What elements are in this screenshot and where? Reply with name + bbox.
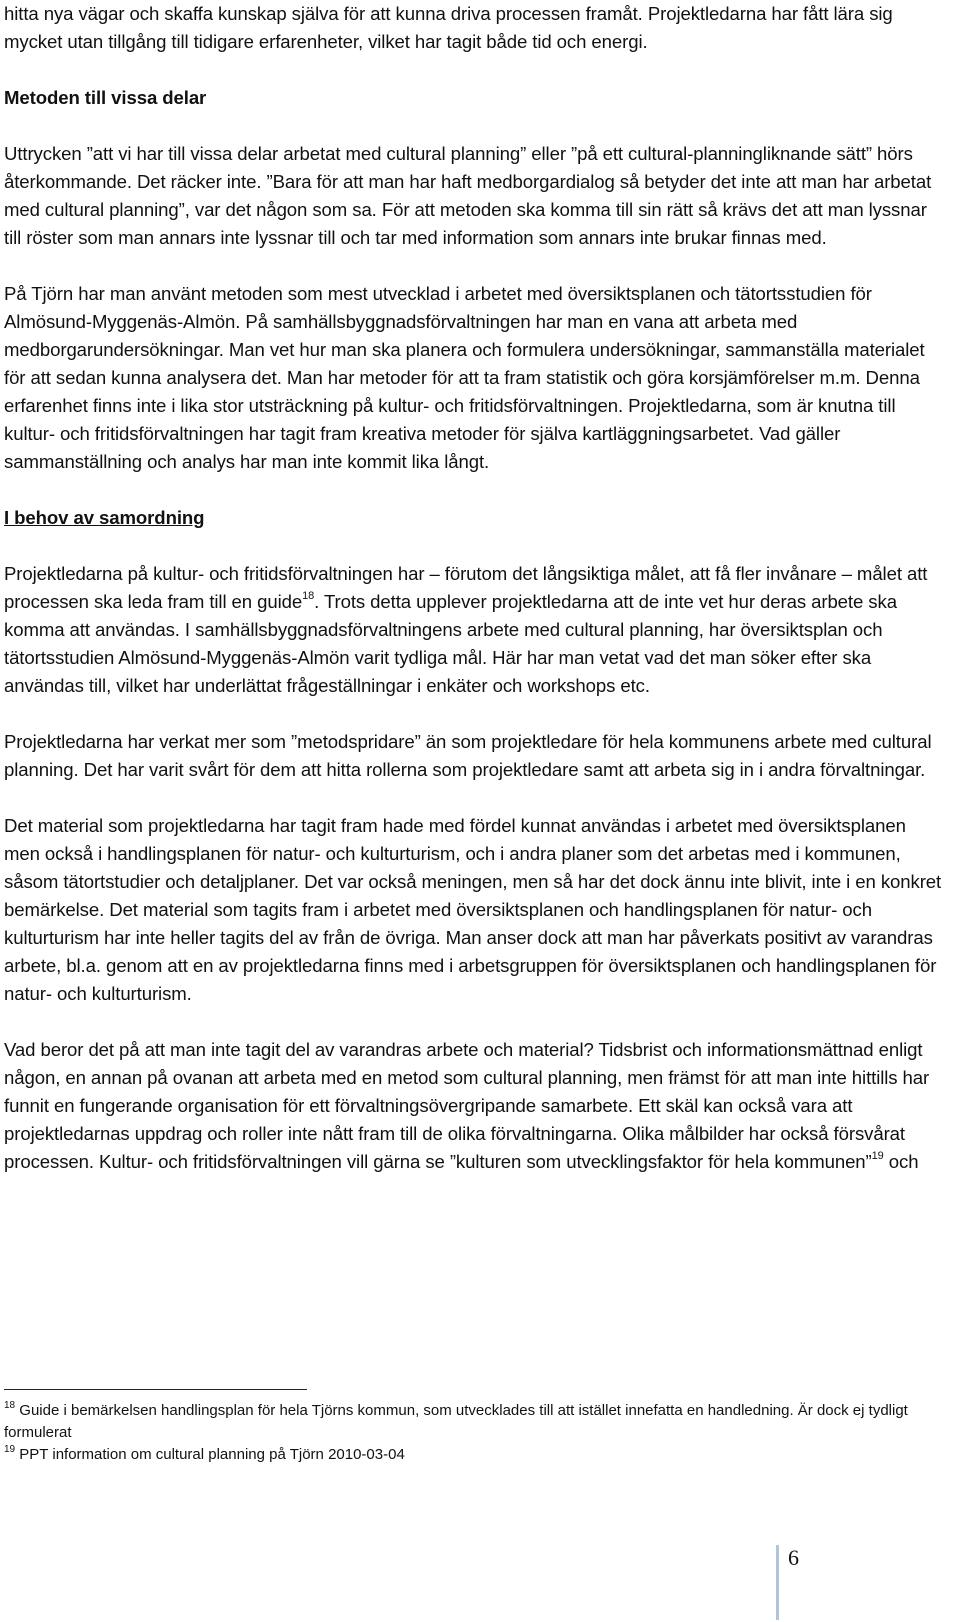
- paragraph-expressions: Uttrycken ”att vi har till vissa delar arbetat med cultural planning” eller ”på ett cultural-planningliknande sätt” hörs återkommande. Det räcker inte. ”Bara för att man har haft medborgardialog så betyder det inte att man har arbetat med cultural planning”, var det någon som sa. För att metoden ska komma till sin rätt så krävs det att man lyssnar till röster som man annars inte lyssnar till och tar med information som annars inte brukar finnas med.: [4, 143, 932, 248]
- footnote-reference-18[interactable]: 18: [302, 589, 315, 602]
- paragraph-intro: hitta nya vägar och skaffa kunskap själva för att kunna driva processen framåt. Projektledarna har fått lära sig mycket utan tillgång till tidigare erfarenheter, vilket har tagit både tid och energi.: [4, 3, 893, 52]
- paragraph-material: Det material som projektledarna har tagit fram hade med fördel kunnat användas i arbetet med översiktsplanen men också i handlingsplanen för natur- och kulturturism, och i andra planer som det arbetas med i kommunen, såsom tätortstudier och detaljplaner. Det var också meningen, men så har det dock ännu inte blivit, inte i en konkret bemärkelse. Det material som tagits fram i arbetet med översiktsplanen och handlingsplanen för natur- och kulturturism har inte heller tagits del av från de övriga. Man anser dock att man har påverkats positivt av varandras arbete, bl.a. genom att en av projektledarna finns med i arbetsgruppen för översiktsplanen och handlingsplanen för natur- och kulturturism.: [4, 815, 942, 1004]
- footnote-18: [4, 1400, 944, 1444]
- paragraph-method-spreaders: Projektledarna har verkat mer som ”metodspridare” än som projektledare för hela kommunens arbete med cultural planning. Det har varit svårt för dem att hitta rollerna som projektledare samt att arbeta sig in i andra förvaltningar.: [4, 731, 932, 780]
- footnote-19: [4, 1444, 944, 1466]
- paragraph-text: . Trots detta upplever projektledarna att de inte vet hur deras arbete ska komma att användas. I samhällsbyggnadsförvaltningens arbete med cultural planning, har översiktsplan och tätortsstudien Almösund-Myggenäs-Almön varit tydliga mål. Här har man vetat vad det man söker efter ska användas till, vilket har underlättat frågeställningar i enkäter och workshops etc.: [4, 591, 897, 696]
- paragraph-why: [4, 1036, 944, 1176]
- footnote-reference-19[interactable]: 19: [871, 1149, 884, 1162]
- document-body: [4, 0, 944, 1176]
- footnote-text: PPT information om cultural planning på Tjörn 2010-03-04: [15, 1446, 405, 1463]
- paragraph-tjorn-method: På Tjörn har man använt metoden som mest utvecklad i arbetet med översiktsplanen och tätortsstudien för Almösund-Myggenäs-Almön. På samhällsbyggnadsförvaltningen har man en vana att arbeta med medborgarundersökningar. Man vet hur man ska planera och formulera undersökningar, sammanställa materialet för att sedan kunna analysera det. Man har metoder för att ta fram statistik och göra korsjämförelser m.m. Denna erfarenhet finns inte i lika stor utsträckning på kultur- och fritidsförvaltningen. Projektledarna, som är knutna till kultur- och fritidsförvaltningen har tagit fram kreativa metoder för själva kartläggningsarbetet. Vad gäller sammanställning och analys har man inte kommit lika långt.: [4, 283, 925, 472]
- paragraph-project-leaders-goal: [4, 560, 944, 700]
- page-number-bar: [776, 1545, 779, 1620]
- footnotes: [4, 1400, 944, 1466]
- section-heading-coordination: I behov av samordning: [4, 507, 205, 528]
- section-heading-method: Metoden till vissa delar: [4, 87, 207, 108]
- page-number-block: [776, 1545, 836, 1620]
- page-number: 6: [788, 1545, 799, 1570]
- paragraph-text: Vad beror det på att man inte tagit del av varandras arbete och material? Tidsbrist och informationsmättnad enligt någon, en annan på ovanan att arbeta med en metod som cultural planning, men främst för att man inte hittills har funnit en fungerande organisation för ett förvaltningsövergripande samarbete. Ett skäl kan också vara att projektledarnas uppdrag och roller inte nått fram till de olika förvaltningarna. Olika målbilder har också försvårat processen. Kultur- och fritidsförvaltningen vill gärna se ”kulturen som utvecklingsfaktor för hela kommunen”: [4, 1039, 930, 1172]
- footnote-text: Guide i bemärkelsen handlingsplan för hela Tjörns kommun, som utvecklades till att istället innefatta en handledning. Är dock ej tydligt formulerat: [4, 1402, 908, 1441]
- paragraph-text: och: [883, 1151, 919, 1172]
- footnote-separator: [4, 1389, 307, 1390]
- paragraph-text: Projektledarna på kultur- och fritidsförvaltningen har – förutom det långsiktiga målet, att få fler invånare – målet att processen ska leda fram till en guide: [4, 563, 928, 612]
- footnote-number: 19: [4, 1444, 16, 1455]
- footnote-number: 18: [4, 1400, 16, 1411]
